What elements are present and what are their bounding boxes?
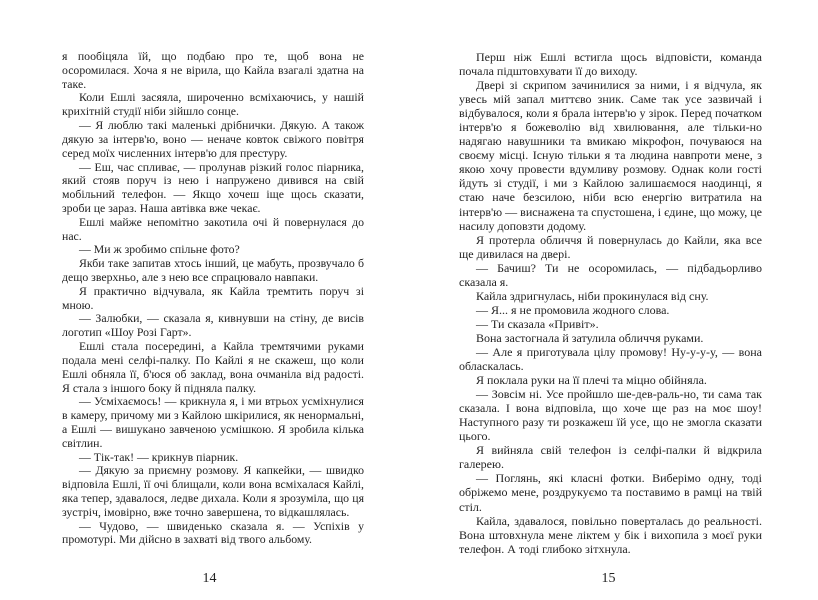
paragraph: — Залюбки, — сказала я, кивнувши на стіну, де висів логотип «Шоу Розі Гарт». — [62, 311, 364, 340]
paragraph: — Зовсім ні. Усе пройшло ше-дев-раль-но, ти сама так сказала. І вона відповіла, що хоче ще раз на моє шоу! Наступного разу ти розкажеш їй усе, що не змогла сказати цього. — [459, 387, 762, 444]
paragraph: Я вийняла свій телефон із селфі-палки й відкрила галерею. — [459, 443, 762, 472]
left-page-text — [62, 50, 364, 547]
paragraph: Ешлі стала посередині, а Кайла тремтячими руками подала мені селфі-палку. По Кайлі я не скажеш, що коли Ешлі обняла її, б'юся об заклад, вона очманіла від радості. Я стала з іншого боку й підняла палку. — [62, 339, 364, 395]
paragraph: Якби таке запитав хтось інший, це мабуть, прозвучало б дещо зверхньо, але з нею все спрацювало навпаки. — [62, 256, 364, 284]
page-number-left: 14 — [202, 571, 217, 586]
paragraph: Я поклала руки на її плечі та міцно обійняла. — [476, 373, 707, 388]
right-page — [409, 0, 818, 600]
right-page-text — [459, 50, 762, 556]
paragraph: Кайла, здавалося, повільно поверталась до реальності. Вона штовхнула мене ліктем у бік і вихопила з моєї руки телефон. А тоді глибоко зітхнула. — [459, 513, 762, 556]
paragraph: — Еш, час спливає, — пролунав різкий голос піарника, який стояв поруч із нею і напружено дивився на свій мобільний телефон. — Якщо хочеш іще щось сказати, зроби це зараз. Наша автівка вже чекає. — [62, 159, 364, 215]
paragraph: — Ми ж зробимо спільне фото? — [79, 242, 240, 257]
paragraph: Ешлі майже непомітно закотила очі й повернулася до нас. — [62, 214, 364, 243]
paragraph: Я практично відчувала, як Кайла тремтить поруч зі мною. — [62, 283, 364, 312]
paragraph: — Поглянь, які класні фотки. Виберімо одну, тоді обріжемо мене, роздрукуємо та поставимо в рамці на твій стіл. — [459, 471, 762, 514]
paragraph: Вона застогнала й затулила обличчя руками. — [476, 330, 704, 345]
paragraph: Я протерла обличчя й повернулась до Кайли, яка все ще дивилася на двері. — [459, 232, 762, 261]
paragraph: я пообіцяла їй, що подбаю про те, щоб вона не осоромилася. Хоча я не вірила, що Кайла взагалі здатна на таке. — [62, 49, 364, 91]
paragraph: — Усміхаємось! — крикнула я, і ми втрьох усміхнулися в камеру, причому ми з Кайлою шкірилися, як ненормальні, а Ешлі — вишукано завченою усмішкою. Я зробила кілька світлин. — [62, 394, 364, 450]
page-number-right: 15 — [601, 571, 616, 586]
paragraph: — Бачиш? Ти не осоромилась, — підбадьорливо сказала я. — [459, 260, 762, 289]
paragraph: — Чудово, — швиденько сказала я. — Успіхів у промотурі. Ми дійсно в захваті від твого альбому. — [62, 518, 364, 547]
paragraph: — Дякую за приємну розмову. Я капкейки, — швидко відповіла Ешлі, її очі блищали, коли вона всміхалася Кайлі, яка тепер, здавалося, ледве дихала. Коли я зрозуміла, що ця зустріч, імовірно, вже точно завершена, то відкашлялась. — [62, 463, 364, 519]
paragraph: — Але я приготувала цілу промову! Ну-у-у-у, — вона обласкалась. — [459, 344, 762, 374]
paragraph: — Ти сказала «Привіт». — [476, 316, 599, 331]
paragraph: Двері зі скрипом зачинилися за ними, і я відчула, як увесь мій запал миттєво зник. Саме так усе зазвичай і відбувалося, коли я брала інтерв'ю у зірок. Перед початком інтерв'ю я божеволію від хвилювання, але тільки-но надягаю навушники та вмикаю мікрофон, почуваюся на своєму місці. Існую тільки я та людина навпроти мене, з якою хочу провести вдумливу розмову. Однак коли гості йдуть зі студії, і ми з Кайлою залишаємося наодинці, я стаю наче безсилою, ніби всю енергію витратила на інтерв'ю — виснажена та спустошена, і єдине, що можу, це насилу доповзти додому. — [459, 78, 762, 233]
paragraph: Коли Ешлі засяяла, широченно всміхаючись, у нашій крихітній студії ніби зійшло сонце. — [62, 90, 364, 119]
paragraph: Перш ніж Ешлі встигла щось відповісти, команда почала підштовхувати її до виходу. — [459, 50, 762, 79]
paragraph: — Тік-так! — крикнув піарник. — [79, 449, 239, 464]
paragraph: — Я... я не промовила жодного слова. — [476, 302, 670, 317]
paragraph: Кайла здригнулась, ніби прокинулася від сну. — [476, 288, 709, 303]
paragraph: — Я люблю такі маленькі дрібнички. Дякую. А також дякую за інтерв'ю, воно — неначе ковток свіжого повітря серед моїх численних інтерв'ю для престуру. — [62, 118, 364, 160]
